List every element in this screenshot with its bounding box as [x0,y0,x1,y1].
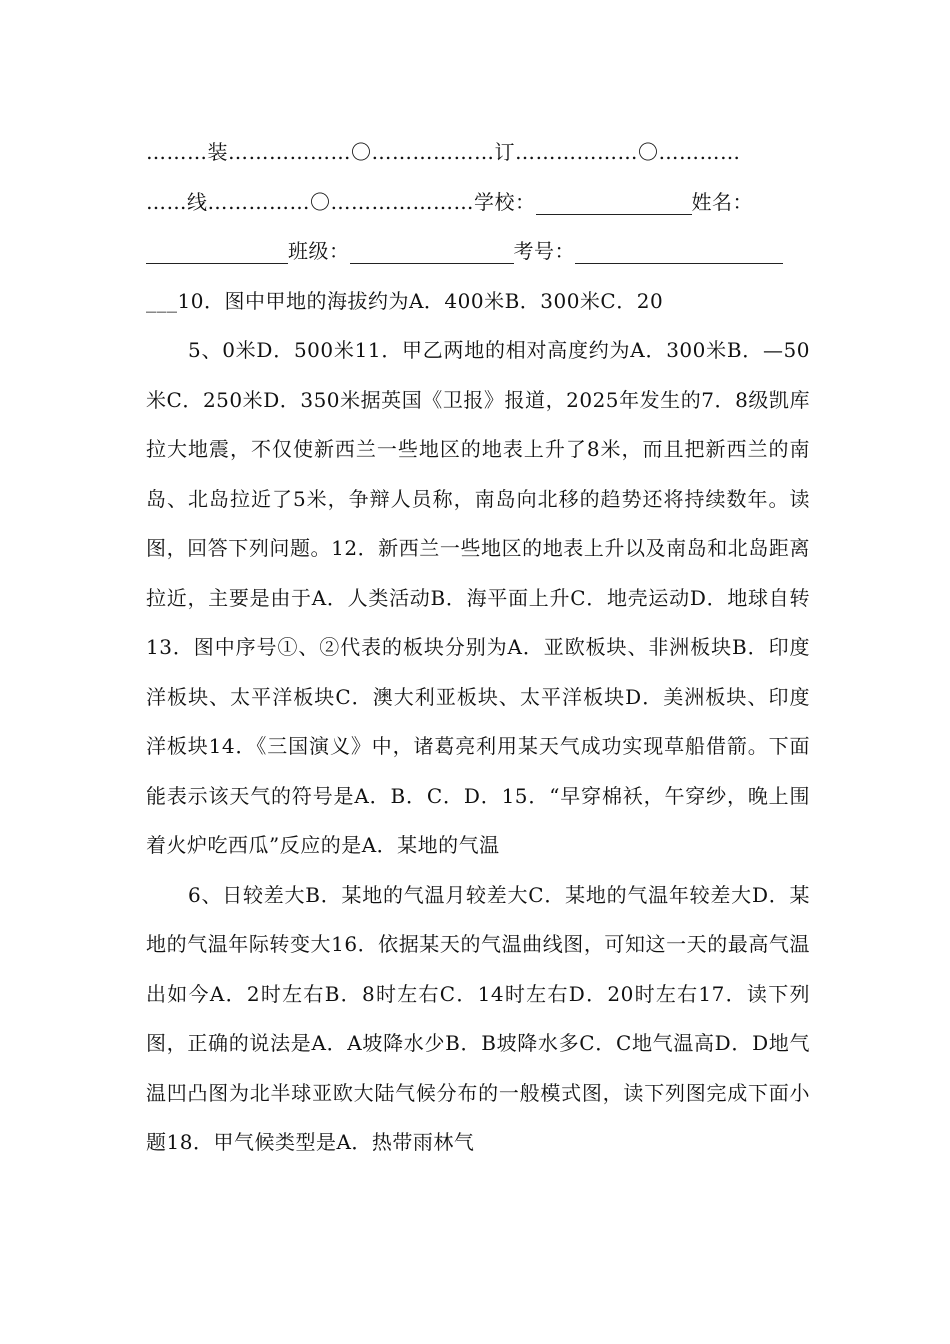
name-field[interactable] [146,235,288,264]
question-paragraph: 6、日较差大B．某地的气温月较差大C．某地的气温年较差大D．某地的气温年际转变大16．依据某天的气温曲线图，可知这一天的最高气温出如今A．2时左右B．8时左右C．14时左右D．20时左右17．读下列图，正确的说法是A．A坡降水少B．B坡降水多C．C地气温高D．D地气温凹凸图为北半球亚欧大陆气候分布的一般模式图，读下列图完成下面小题18．甲气候类型是A．热带雨林气 [146,882,810,1154]
student-info-line-2 [146,227,810,277]
page-content [146,128,810,1168]
class-label: 班级： [288,239,350,263]
binding-line-text: ………装………………〇………………订………………〇………… [146,140,741,164]
student-info-line [146,178,810,228]
binding-line [146,128,810,178]
binding-line-text-2: ……线……………〇…………………学校： [146,189,536,214]
exam-number-label: 考号： [513,239,575,263]
question-paragraph: 5、0米D．500米11．甲乙两地的相对高度约为A．300米B．—50米C．250米D．350米据英国《卫报》报道，2025年发生的7．8级凯库拉大地震，不仅使新西兰一些地区的地表上升了8米，而且把新西兰的南岛、北岛拉近了5米，争辩人员称，南岛向北移的趋势还将持续数年。读图，回答下列问题。12．新西兰一些地区的地表上升以及南岛和北岛距离拉近，主要是由于A．人类活动B．海平面上升C．地壳运动D．地球自转13．图中序号①、②代表的板块分别为A．亚欧板块、非洲板块B．印度洋板块、太平洋板块C．澳大利亚板块、太平洋板块D．美洲板块、印度洋板块14．《三国演义》中，诸葛亮利用某天气成功实现草船借箭。下面能表示该天气的符号是A．B．C．D．15．“早穿棉袄，午穿纱，晚上围着火炉吃西瓜”反应的是A．某地的气温 [146,338,810,857]
name-label: 姓名： [691,189,753,214]
question-paragraph: ___10．图中甲地的海拔约为A．400米B．300米C．20 [146,288,664,313]
exam-number-field[interactable] [575,235,783,264]
class-field[interactable] [350,235,514,264]
school-field[interactable] [536,186,692,215]
